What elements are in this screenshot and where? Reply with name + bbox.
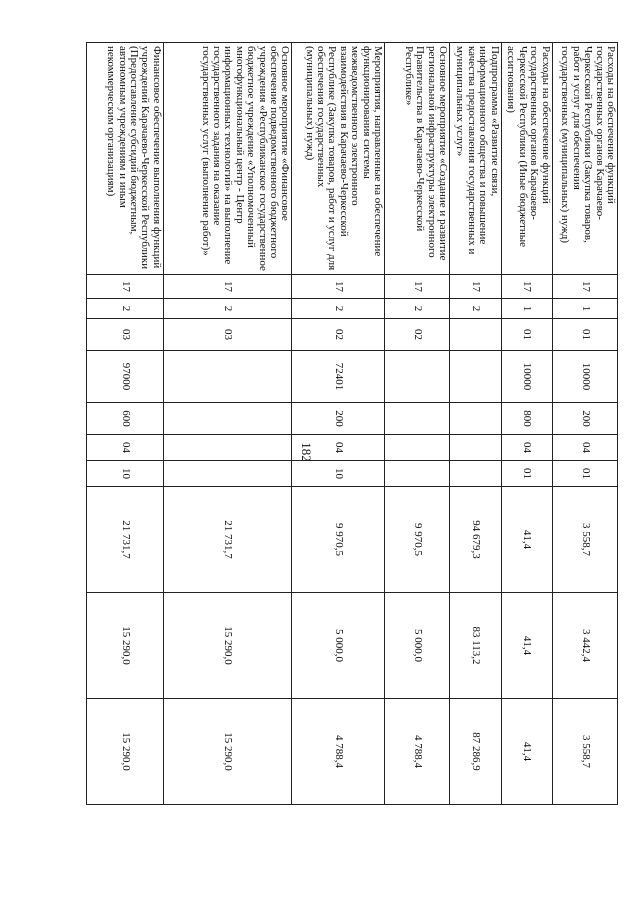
table-row xyxy=(552,43,617,805)
cell-kosgu: 04 xyxy=(87,435,164,461)
cell-kod: 01 xyxy=(501,461,552,487)
table-row xyxy=(385,43,450,805)
cell-pr: 02 xyxy=(385,319,450,351)
cell-vr xyxy=(450,403,501,435)
cell-rz: 2 xyxy=(292,299,385,319)
cell-amount-2: 83 113,2 xyxy=(450,593,501,699)
cell-amount-3: 3 558,7 xyxy=(552,699,617,805)
cell-gr: 17 xyxy=(450,275,501,299)
cell-vr: 200 xyxy=(552,403,617,435)
cell-kod xyxy=(450,461,501,487)
cell-amount-3: 15 290,0 xyxy=(87,699,164,805)
cell-vr: 600 xyxy=(87,403,164,435)
cell-description: Расходы на обеспечение функций государственных органов Карачаево-Черкесской Республики (Иные бюджетные ассигнования) xyxy=(501,43,552,275)
cell-rz: 1 xyxy=(501,299,552,319)
cell-amount-3: 4 788,4 xyxy=(385,699,450,805)
cell-description: Подпрограмма «Развитие связи, информационного общества и повышение качества предоставления государственных и муниципальных услуг» xyxy=(450,43,501,275)
table-row xyxy=(292,43,385,805)
cell-rz: 2 xyxy=(450,299,501,319)
cell-amount-2: 5 000,0 xyxy=(385,593,450,699)
cell-pr: 01 xyxy=(501,319,552,351)
cell-csr xyxy=(163,351,291,403)
cell-rz: 2 xyxy=(163,299,291,319)
rotated-page xyxy=(86,42,618,804)
cell-amount-3: 41,4 xyxy=(501,699,552,805)
table-row xyxy=(87,43,164,805)
cell-gr: 17 xyxy=(501,275,552,299)
cell-vr xyxy=(163,403,291,435)
table-row xyxy=(450,43,501,805)
cell-vr: 200 xyxy=(292,403,385,435)
cell-pr: 01 xyxy=(552,319,617,351)
cell-pr: 03 xyxy=(163,319,291,351)
table-row xyxy=(163,43,291,805)
cell-kod: 10 xyxy=(292,461,385,487)
table-body xyxy=(87,43,618,805)
cell-csr: 72401 xyxy=(292,351,385,403)
cell-gr: 17 xyxy=(385,275,450,299)
cell-rz: 2 xyxy=(87,299,164,319)
cell-amount-1: 9 970,5 xyxy=(385,487,450,593)
cell-kod: 01 xyxy=(552,461,617,487)
cell-csr: 10000 xyxy=(552,351,617,403)
cell-rz: 2 xyxy=(385,299,450,319)
cell-gr: 17 xyxy=(292,275,385,299)
cell-rz: 1 xyxy=(552,299,617,319)
cell-kosgu: 04 xyxy=(501,435,552,461)
cell-amount-2: 15 290,0 xyxy=(87,593,164,699)
cell-csr xyxy=(450,351,501,403)
cell-amount-1: 9 970,5 xyxy=(292,487,385,593)
cell-amount-3: 4 788,4 xyxy=(292,699,385,805)
cell-kod xyxy=(163,461,291,487)
cell-kosgu xyxy=(163,435,291,461)
cell-vr: 800 xyxy=(501,403,552,435)
cell-amount-1: 21 731,7 xyxy=(87,487,164,593)
cell-pr xyxy=(450,319,501,351)
cell-kod: 10 xyxy=(87,461,164,487)
cell-pr: 02 xyxy=(292,319,385,351)
page-number: 182 xyxy=(299,442,314,462)
cell-description: Мероприятия, направленные на обеспечение функционирования системы межведомственного электронного взаимодействия в Карачаево-Черкесской Республике (Закупка товаров, работ и услуг для обеспечения государственных (муниципальных) нужд) xyxy=(292,43,385,275)
cell-csr: 97000 xyxy=(87,351,164,403)
cell-csr: 10000 xyxy=(501,351,552,403)
cell-amount-1: 41,4 xyxy=(501,487,552,593)
cell-description: Основное мероприятие «Финансовое обеспечение подведомственного бюджетного учреждения «Республиканское государственное бюджетное учреждение «Уполномоченный многофункциональный центр - Центр информационных технологий» на выполнение государственного задания на оказание государственных услуг (выполнение работ)» xyxy=(163,43,291,275)
cell-amount-2: 5 000,0 xyxy=(292,593,385,699)
cell-kosgu: 04 xyxy=(292,435,385,461)
cell-amount-1: 21 731,7 xyxy=(163,487,291,593)
cell-description: Финансовое обеспечение выполнения функций учреждений Карачаево-Черкесской Республики (Предоставление субсидий бюджетным, автономным учреждениям и иным некоммерческим организациям) xyxy=(87,43,164,275)
cell-kod xyxy=(385,461,450,487)
cell-gr: 17 xyxy=(552,275,617,299)
cell-kosgu: 04 xyxy=(552,435,617,461)
cell-amount-2: 3 442,4 xyxy=(552,593,617,699)
cell-kosgu xyxy=(385,435,450,461)
cell-kosgu xyxy=(450,435,501,461)
cell-amount-3: 87 286,9 xyxy=(450,699,501,805)
cell-amount-3: 15 290,0 xyxy=(163,699,291,805)
cell-amount-2: 41,4 xyxy=(501,593,552,699)
cell-amount-1: 94 679,3 xyxy=(450,487,501,593)
cell-csr xyxy=(385,351,450,403)
cell-gr: 17 xyxy=(163,275,291,299)
cell-description: Основное мероприятие «Создание и развитие региональной инфраструктуры электронного Правительства в Карачаево-Черкесской Республике» xyxy=(385,43,450,275)
budget-table xyxy=(86,42,618,805)
cell-pr: 03 xyxy=(87,319,164,351)
cell-vr xyxy=(385,403,450,435)
table-row xyxy=(501,43,552,805)
cell-amount-2: 15 290,0 xyxy=(163,593,291,699)
cell-amount-1: 3 558,7 xyxy=(552,487,617,593)
cell-description: Расходы на обеспечение функций государственных органов Карачаево-Черкесской Республики (Закупка товаров, работ и услуг для обеспечения государственных (муниципальных) нужд) xyxy=(552,43,617,275)
cell-gr: 17 xyxy=(87,275,164,299)
